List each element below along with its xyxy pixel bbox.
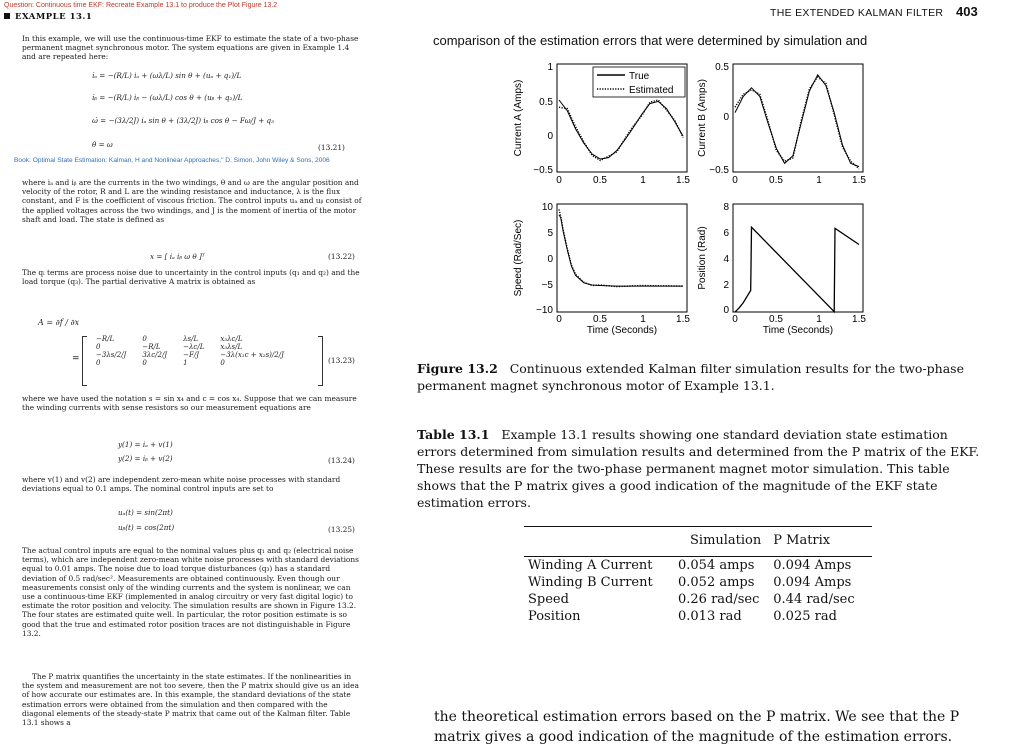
matrix-cell: 0 — [220, 359, 225, 367]
figure-caption-label: Figure 13.2 — [417, 361, 498, 376]
table-header-cell: Simulation — [690, 533, 762, 548]
matrix-cell: x₃λs/L — [220, 343, 243, 351]
table-row — [524, 574, 863, 591]
ytick: 0.5 — [539, 97, 553, 108]
control-eq-a: uₐ(t) = sin(2πt) — [118, 508, 173, 517]
ytick: 2 — [723, 280, 729, 291]
table-header-row — [524, 532, 863, 549]
figure-caption-text: Continuous extended Kalman filter simulation results for the two-phase permanent magnet synchronous motor of Example 13.1. — [417, 361, 964, 393]
running-head: THE EXTENDED KALMAN FILTER — [770, 7, 944, 19]
table-spacer — [524, 549, 863, 557]
figure-caption — [417, 360, 985, 394]
paragraph-p-matrix: The P matrix quantifies the uncertainty in the state estimates. If the nonlinearities in the system and measurement are not too severe, then the P matrix should give us an idea of how accurate our estimates are. In this example, the standard deviations of the state estimation errors were obtained from the simulation and then compared with the diagonal elements of the steady-state P matrix that came out of the Kalman filter. Table 13.1 shows a — [22, 672, 359, 728]
paragraph-definitions: where iₐ and iᵦ are the currents in the two windings, θ and ω are the angular position and velocity of the rotor, R and L are the winding resistance and inductance, λ is the flux constant, and F is the coefficient of viscous friction. The control inputs uₐ and uᵦ consist of the applied voltages across the two windings, and J is the moment of inertia of the motor shaft and load. The state is defined as — [22, 178, 362, 224]
ytick: 8 — [723, 202, 729, 213]
equation-ib: i̇ᵦ = −(R/L) iᵦ − (ωλ/L) cos θ + (uᵦ + q₂)/L — [92, 93, 243, 102]
plot-frame — [733, 204, 863, 312]
matrix-cell: −3λ(x₁c + x₂s)/2/J — [220, 351, 284, 359]
ytick: −0.5 — [533, 165, 553, 176]
ytick: 0 — [547, 131, 553, 142]
table-cell: 0.094 Amps — [773, 558, 852, 573]
paragraph-process-noise: The qᵢ terms are process noise due to uncertainty in the control inputs (q₁ and q₂) and the load torque (q₃). The partial derivative A matrix is obtained as — [22, 268, 360, 287]
xtick: 1.5 — [676, 314, 690, 325]
matrix-row — [88, 335, 292, 343]
ytick: −10 — [536, 305, 553, 316]
ytick: 0 — [723, 305, 729, 316]
xtick: 0.5 — [593, 314, 607, 325]
matrix-row — [88, 343, 292, 351]
table-cell: 0.054 amps — [678, 558, 755, 573]
legend-true-label: True — [629, 71, 650, 82]
subplot-position — [697, 202, 866, 336]
table-row — [524, 608, 863, 625]
matrix-cell: x₃λc/L — [220, 335, 243, 343]
xtick: 0 — [556, 314, 562, 325]
matrix-cell: −3λs/2/J — [96, 351, 127, 359]
matrix-cell: −λc/L — [183, 343, 205, 351]
table-cell: Winding A Current — [528, 558, 653, 573]
table-cell: 0.26 rad/sec — [678, 592, 760, 607]
table-row — [524, 557, 863, 574]
ytick: 4 — [723, 254, 729, 265]
matrix-left-bracket — [82, 336, 87, 386]
paragraph-noise: where v(1) and v(2) are independent zero-mean white noise processes with standard deviations equal to 0.1 amps. The nominal control inputs are set to — [22, 475, 341, 494]
matrix-cell: 1 — [183, 359, 188, 367]
xtick: 1.5 — [852, 314, 866, 325]
eq-number-13-24: (13.24) — [328, 456, 355, 465]
question-text: Question: Continuous time EKF: Recreate Example 13.1 to produce the Plot Figure 13.2 — [4, 2, 278, 9]
control-eq-b: uᵦ(t) = cos(2πt) — [118, 523, 175, 532]
series-estimated-current-b — [735, 77, 859, 169]
subplot-current-b — [697, 62, 866, 186]
series-true-position — [735, 227, 859, 312]
series-true-current-b — [735, 75, 859, 167]
table-caption-label: Table 13.1 — [417, 427, 490, 442]
xtick: 1 — [640, 175, 646, 186]
matrix-cell: 0 — [96, 359, 101, 367]
intro-paragraph: In this example, we will use the continuous-time EKF to estimate the state of a two-phase permanent magnet synchronous motor. The system equations are given in Example 1.4 and are repeated here: — [22, 34, 359, 62]
ytick: −5 — [541, 280, 553, 291]
legend-estimated-label: Estimated — [629, 85, 674, 96]
paragraph-notation: where we have used the notation s = sin x₄ and c = cos x₄. Suppose that we can measure the winding currents with sense resistors so our measurement equations are — [22, 394, 357, 413]
xtick: 1 — [816, 175, 822, 186]
matrix-cell: λs/L — [183, 335, 199, 343]
table-cell: 0.094 Amps — [773, 575, 852, 590]
measurement-eq-2: y(2) = iᵦ + v(2) — [118, 454, 173, 463]
matrix-right-bracket — [318, 336, 323, 386]
series-true-speed — [559, 215, 683, 286]
legend — [593, 67, 685, 97]
table-cell: 0.013 rad — [678, 609, 742, 624]
example-label: EXAMPLE 13.1 — [15, 12, 93, 22]
a-matrix-lhs: A = ∂f / ∂x — [38, 318, 80, 327]
eq-number-13-21: (13.21) — [318, 143, 345, 152]
equation-omega: ω̇ = −(3λ/2J) iₐ sin θ + (3λ/2J) iᵦ cos θ − Fω/J + q₃ — [92, 116, 275, 125]
xtick: 1.5 — [676, 175, 690, 186]
subplot-current-a — [513, 62, 690, 186]
xtick: 0.5 — [769, 314, 783, 325]
equation-ia: i̇ₐ = −(R/L) iₐ + (ωλ/L) sin θ + (uₐ + q₁)/L — [92, 71, 242, 80]
bullet-square-icon — [4, 13, 10, 19]
xtick: 0.5 — [593, 175, 607, 186]
table-header-cell — [524, 532, 674, 549]
paragraph-simulation: The actual control inputs are equal to the nominal values plus q₁ and q₂ (electrical noise terms), which are independent zero-mean white noise processes with standard deviations equal to 0.01 amps. The noise due to load torque disturbances (q₃) has a standard deviation of 0.5 rad/sec². Measurements are obtained continuously. Even though our measurements consist only of the winding currents and the system is nonlinear, we can use a continuous-time EKF (implemented in analog circuitry or very fast digital logic) to estimate the rotor position and velocity. The simulation results are shown in Figure 13.2. The four states are estimated quite well. In particular, the rotor position estimate is so good that the true and estimated rotor position traces are not distinguishable in Figure 13.2. — [22, 546, 359, 638]
xtick: 1 — [640, 314, 646, 325]
book-reference: Book: Optimal State Estimation: Kalman, H and Nonlinear Approaches," D. Simon, John Wiley & Sons, 2006 — [14, 157, 330, 164]
ytick: 1 — [547, 62, 553, 73]
xtick: 0.5 — [769, 175, 783, 186]
results-table — [524, 532, 863, 625]
table-cell: Winding B Current — [528, 575, 653, 590]
xlabel-position: Time (Seconds) — [762, 325, 834, 336]
series-estimated-speed — [559, 209, 683, 286]
table-caption-text: Example 13.1 results showing one standard deviation state estimation errors determined from simulation results and determined from the P matrix of the EKF. These results are for the two-phase permanent magnet motor simulation. This table shows that the P matrix gives a good indication of the magnitude of the EKF state estimation errors. — [417, 427, 980, 510]
example-heading — [4, 12, 92, 22]
xtick: 1.5 — [852, 175, 866, 186]
subplot-speed — [513, 202, 690, 336]
table-header-cell: P Matrix — [773, 533, 831, 548]
matrix-row — [88, 359, 292, 367]
figure-13-2 — [505, 56, 875, 346]
ytick: 5 — [547, 228, 553, 239]
matrix-row — [88, 351, 292, 359]
matrix-cell: 0 — [142, 359, 147, 367]
table-cell: 0.44 rad/sec — [773, 592, 855, 607]
ylabel-current-b: Current B (Amps) — [697, 79, 708, 157]
table-top-rule — [524, 526, 872, 527]
ytick: 0 — [723, 112, 729, 123]
table-cell: Position — [528, 609, 581, 624]
table-cell: Speed — [528, 592, 569, 607]
matrix-cell: −F/J — [183, 351, 200, 359]
page-number: 403 — [956, 4, 978, 19]
xtick: 0 — [556, 175, 562, 186]
plot-frame — [733, 64, 863, 172]
ylabel-speed: Speed (Rad/Sec) — [513, 219, 524, 297]
eq-number-13-22: (13.22) — [328, 252, 355, 261]
xtick: 0 — [732, 314, 738, 325]
matrix-cell: −R/L — [142, 343, 161, 351]
ylabel-position: Position (Rad) — [697, 226, 708, 290]
matrix-cell: 3λc/2/J — [142, 351, 168, 359]
matrix-cell: −R/L — [96, 335, 115, 343]
table-cell: 0.052 amps — [678, 575, 755, 590]
measurement-eq-1: y(1) = iₐ + v(1) — [118, 440, 173, 449]
table-caption — [417, 426, 985, 511]
table-row — [524, 591, 863, 608]
plot-frame — [557, 204, 687, 312]
ytick: 0 — [547, 254, 553, 265]
xtick: 1 — [816, 314, 822, 325]
ytick: 6 — [723, 228, 729, 239]
series-estimated-current-a — [559, 100, 683, 161]
ytick: 10 — [541, 202, 553, 213]
a-matrix — [88, 335, 292, 367]
xlabel-speed: Time (Seconds) — [586, 325, 658, 336]
ylabel-current-a: Current A (Amps) — [513, 79, 524, 157]
eq-number-13-23: (13.23) — [328, 356, 355, 365]
bottom-paragraph: the theoretical estimation errors based on the P matrix. We see that the P matrix gives a good indication of the magnitude of the estimation errors. — [434, 709, 960, 745]
table-cell: 0.025 rad — [773, 609, 837, 624]
matrix-cell: 0 — [142, 335, 147, 343]
ytick: 0.5 — [715, 62, 729, 73]
xtick: 0 — [732, 175, 738, 186]
ytick: −0.5 — [709, 165, 729, 176]
state-definition: x = [ iₐ iᵦ ω θ ]ᵀ — [150, 252, 205, 261]
eq-number-13-25: (13.25) — [328, 525, 355, 534]
matrix-equals-sign: = — [72, 354, 80, 364]
matrix-cell: 0 — [96, 343, 101, 351]
continued-text: comparison of the estimation errors that were determined by simulation and — [433, 33, 868, 48]
equation-theta: θ̇ = ω — [92, 140, 113, 149]
